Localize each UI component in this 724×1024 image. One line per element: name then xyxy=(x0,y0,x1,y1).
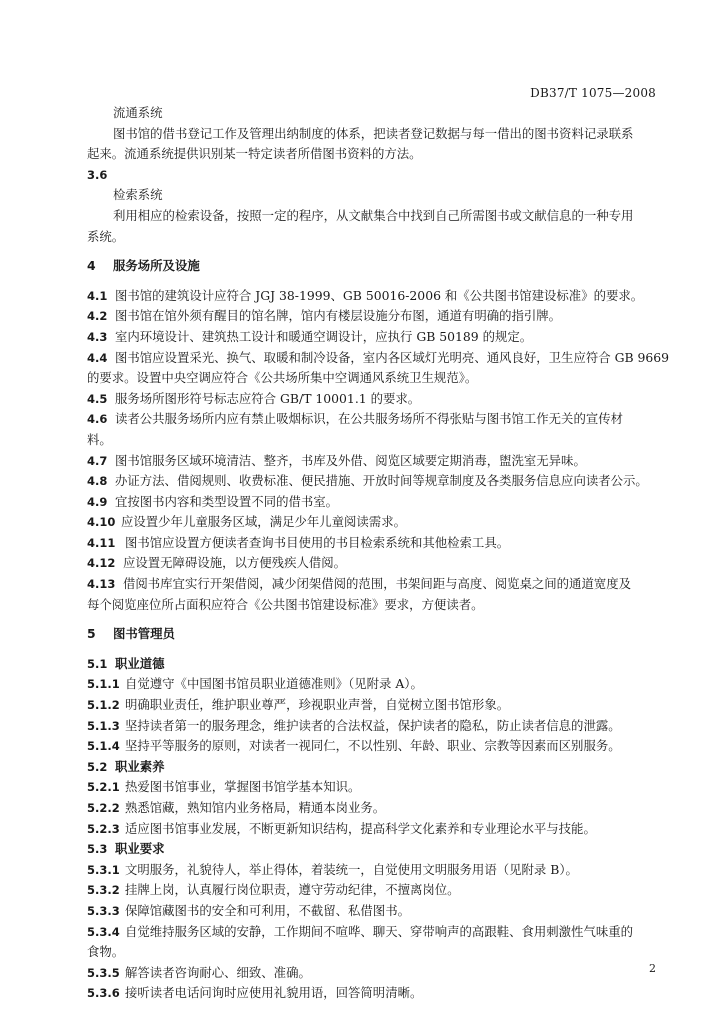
clause-number: 4.11 xyxy=(87,535,116,550)
clause-text: 坚持读者第一的服务理念，维护读者的合法权益，保护读者的隐私，防止读者信息的泄露。 xyxy=(125,717,621,733)
clause-text: 图书馆的建筑设计应符合 JGJ 38-1999、GB 50016-2006 和《公共图书馆建设标准》的要求。 xyxy=(115,287,644,303)
subsection-heading xyxy=(87,757,657,778)
clause-text: 图书馆应设置采光、换气、取暖和制冷设备，室内各区域灯光明亮、通风良好，卫生应符合 GB 9669 xyxy=(115,349,670,365)
clause-number: 5.3.5 xyxy=(87,965,120,980)
clause xyxy=(87,492,657,513)
clause-number: 5.2.3 xyxy=(87,821,120,836)
clause-number: 4.3 xyxy=(87,329,108,344)
clause-text: 明确职业责任，维护职业尊严，珍视职业声誉，自觉树立图书馆形象。 xyxy=(125,697,510,713)
clause xyxy=(87,348,670,369)
clause-number: 5.1.3 xyxy=(87,718,120,733)
definition-line: 起来。流通系统提供识别某一特定读者所借图书资料的方法。 xyxy=(87,146,422,162)
term-retrieval-system: 检索系统 xyxy=(113,187,163,203)
section-number: 5 xyxy=(87,626,96,642)
clause-number: 4.8 xyxy=(87,474,108,489)
subsection-title: 职业道德 xyxy=(115,655,165,671)
section-number: 4 xyxy=(87,258,96,274)
clause-number: 5.1.2 xyxy=(87,698,120,713)
clause xyxy=(87,409,657,430)
clause xyxy=(87,777,657,798)
clause-text: 热爱图书馆事业，掌握图书馆学基本知识。 xyxy=(125,779,361,795)
clause-continuation: 食物。 xyxy=(87,944,125,960)
clause-continuation: 每个阅览座位所占面积应符合《公共图书馆建设标准》要求，方便读者。 xyxy=(87,596,484,612)
clause-number: 5.3.2 xyxy=(87,883,120,898)
clause-number: 5.3.4 xyxy=(87,924,120,939)
clause-text: 服务场所图形符号标志应符合 GB/T 10001.1 的要求。 xyxy=(115,390,421,406)
clause-text: 坚持平等服务的原则，对读者一视同仁，不以性别、年龄、职业、宗教等因素而区别服务。 xyxy=(125,738,621,754)
clause xyxy=(87,286,657,307)
clause xyxy=(87,327,657,348)
clause-number: 4.12 xyxy=(87,556,116,571)
subsection-heading xyxy=(87,839,657,860)
clause xyxy=(87,451,657,472)
clause xyxy=(87,963,657,984)
clause xyxy=(87,736,657,757)
clause-number: 4.1 xyxy=(87,288,108,303)
clause-text: 自觉遵守《中国图书馆员职业道德准则》（见附录 A）。 xyxy=(125,676,423,692)
clause-number: 4.13 xyxy=(87,577,116,592)
clause-text: 文明服务，礼貌待人，举止得体，着装统一，自觉使用文明服务用语（见附录 B）。 xyxy=(125,861,578,877)
clause xyxy=(87,860,657,881)
clause-text: 宜按图书内容和类型设置不同的借书室。 xyxy=(115,493,339,509)
clause-text: 办证方法、借阅规则、收费标准、便民措施、开放时间等规章制度及各类服务信息应向读者公示。 xyxy=(115,473,648,489)
clause-number: 5.1.1 xyxy=(87,677,120,692)
clause-number: 5.3.6 xyxy=(87,986,120,1001)
page-body xyxy=(87,103,670,1004)
clause-continuation: 的要求。设置中央空调应符合《公共场所集中空调通风系统卫生规范》。 xyxy=(87,370,478,386)
clause-number: 4.4 xyxy=(87,350,108,365)
clause-number: 4.9 xyxy=(87,494,108,509)
section-heading xyxy=(87,624,657,645)
clause-number: 4.2 xyxy=(87,309,108,324)
clause xyxy=(87,695,657,716)
clause-text: 熟悉馆藏，熟知馆内业务格局，精通本岗业务。 xyxy=(125,800,386,815)
clause xyxy=(87,819,657,840)
clause xyxy=(87,880,657,901)
clause xyxy=(87,674,657,695)
clause-number: 5.3 xyxy=(87,842,108,857)
clause-text: 自觉维持服务区域的安静，工作期间不喧哗、聊天、穿带响声的高跟鞋、食用刺激性气味重的 xyxy=(125,923,634,939)
clause xyxy=(87,533,657,554)
clause xyxy=(87,574,657,595)
clause xyxy=(87,922,657,943)
subsection-heading xyxy=(87,654,657,675)
clause-number: 4.10 xyxy=(87,515,116,530)
clause-number: 5.3.3 xyxy=(87,903,120,918)
clause-text: 室内环境设计、建筑热工设计和暖通空调设计，应执行 GB 50189 的规定。 xyxy=(115,328,533,344)
clause-text: 借阅书库宜实行开架借阅，减少闭架借阅的范围，书架间距与高度、阅览桌之间的通道宽度及 xyxy=(123,576,632,592)
clause-text: 读者公共服务场所内应有禁止吸烟标识，在公共服务场所不得张贴与图书馆工作无关的宣传材 xyxy=(115,411,624,427)
page-number: 2 xyxy=(649,962,656,975)
clause-text: 应设置少年儿童服务区域，满足少年儿童阅读需求。 xyxy=(121,514,406,530)
clause-number: 4.5 xyxy=(87,391,108,406)
clause-text: 图书馆应设置方便读者查询书目使用的书目检索系统和其他检索工具。 xyxy=(125,534,510,550)
clause-number: 4.7 xyxy=(87,453,108,468)
clause xyxy=(87,512,657,533)
term-circulation-system: 流通系统 xyxy=(113,105,163,120)
clause xyxy=(87,983,657,1004)
definition-line: 图书馆的借书登记工作及管理出纳制度的体系，把读者登记数据与每一借出的图书资料记录联系 xyxy=(113,125,634,141)
clause xyxy=(87,798,657,819)
section-heading xyxy=(87,256,657,277)
clause-number: 5.1.4 xyxy=(87,739,120,754)
clause-text: 应设置无障碍设施，以方便残疾人借阅。 xyxy=(123,555,347,571)
clause-number: 5.2.2 xyxy=(87,801,120,815)
clause-number: 5.3.1 xyxy=(87,862,120,877)
clause-text: 图书馆在馆外须有醒目的馆名牌，馆内有楼层设施分布图，通道有明确的指引牌。 xyxy=(115,308,562,324)
clause-number: 4.6 xyxy=(87,412,108,427)
clause xyxy=(87,553,657,574)
clause xyxy=(87,389,657,410)
clause xyxy=(87,471,657,492)
clause-text: 解答读者咨询耐心、细致、准确。 xyxy=(125,964,311,980)
subsection-title: 职业素养 xyxy=(115,758,165,774)
clause-text: 图书馆服务区域环境清洁、整齐，书库及外借、阅览区域要定期消毒，盥洗室无异味。 xyxy=(115,452,586,468)
clause-text: 保障馆藏图书的安全和可利用，不截留、私借图书。 xyxy=(125,902,410,918)
clause-text: 接听读者电话问询时应使用礼貌用语，回答简明清晰。 xyxy=(125,985,423,1001)
clause-number: 3.6 xyxy=(87,167,108,182)
clause-text: 适应图书馆事业发展，不断更新知识结构，提高科学文化素养和专业理论水平与技能。 xyxy=(125,820,596,836)
definition-line: 利用相应的检索设备，按照一定的程序，从文献集合中找到自己所需图书或文献信息的一种专用 xyxy=(113,207,634,223)
standard-code: DB37/T 1075—2008 xyxy=(530,86,656,100)
definition-line: 系统。 xyxy=(87,228,125,244)
clause-number: 5.1 xyxy=(87,656,108,671)
clause xyxy=(87,901,657,922)
clause-number: 5.2.1 xyxy=(87,780,120,795)
clause-continuation: 料。 xyxy=(87,431,112,447)
section-title: 服务场所及设施 xyxy=(113,258,200,274)
clause-number: 5.2 xyxy=(87,759,108,774)
section-title: 图书管理员 xyxy=(113,626,175,642)
clause xyxy=(87,716,657,737)
clause xyxy=(87,306,657,327)
clause-text: 挂牌上岗，认真履行岗位职责，遵守劳动纪律，不擅离岗位。 xyxy=(125,882,460,898)
subsection-title: 职业要求 xyxy=(115,841,165,857)
